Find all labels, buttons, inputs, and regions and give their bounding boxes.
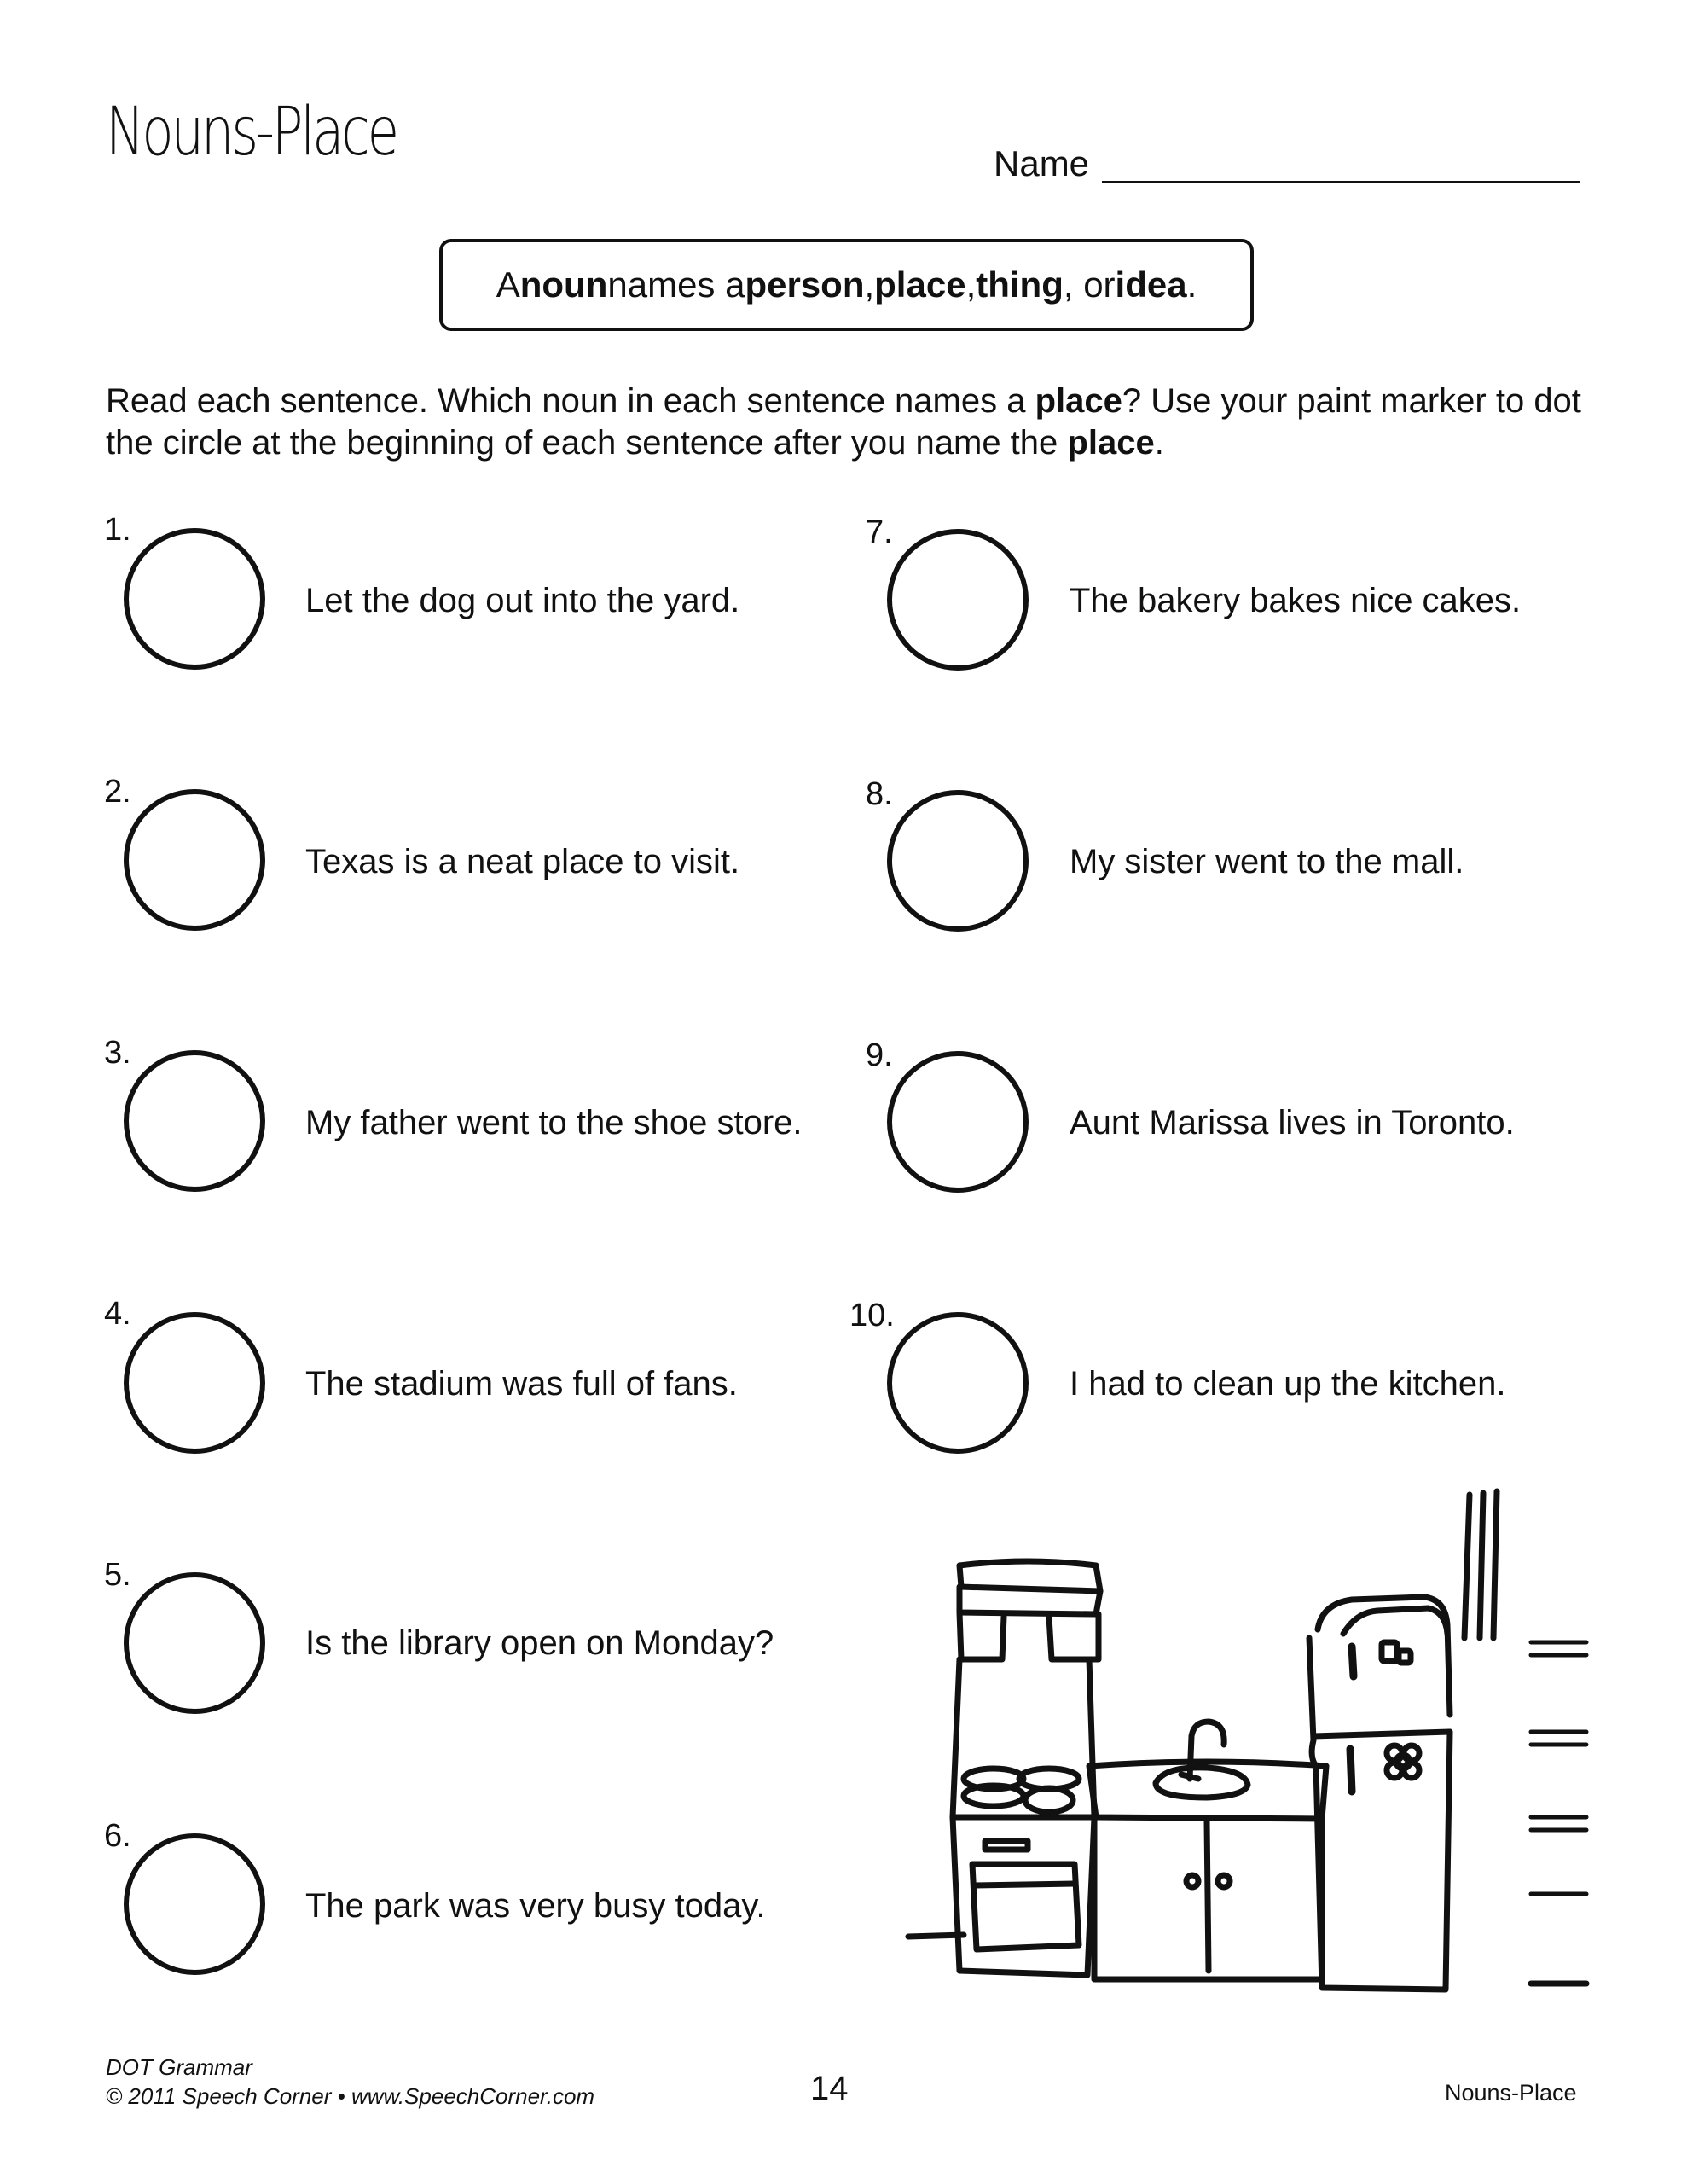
definition-word-idea: idea xyxy=(1115,264,1187,305)
item-number: 4. xyxy=(104,1296,131,1332)
definition-text-4: , xyxy=(965,264,977,305)
sentence-4: The stadium was full of fans. xyxy=(305,1365,738,1403)
sentence-8: My sister went to the mall. xyxy=(1070,843,1464,880)
sentence-3: My father went to the shoe store. xyxy=(305,1104,803,1141)
item-number: 7. xyxy=(866,514,893,550)
dot-circle-8[interactable] xyxy=(887,790,1029,932)
dot-circle-5[interactable] xyxy=(124,1572,265,1714)
definition-word-person: person xyxy=(745,264,865,305)
definition-word-noun: noun xyxy=(519,264,608,305)
page-title: Nouns-Place xyxy=(106,94,397,171)
instructions xyxy=(106,380,1607,464)
name-label: Name xyxy=(994,143,1090,183)
definition-text-5: , or xyxy=(1063,264,1116,305)
footer-book-title: DOT Grammar xyxy=(106,2054,252,2080)
kitchen-illustration xyxy=(900,1484,1591,1996)
dot-circle-3[interactable] xyxy=(124,1050,265,1192)
item-number: 8. xyxy=(866,776,893,812)
definition-text-1: A xyxy=(496,264,520,305)
definition-box xyxy=(439,239,1254,331)
page-number: 14 xyxy=(810,2070,849,2107)
sentence-10: I had to clean up the kitchen. xyxy=(1070,1365,1506,1403)
footer-section-name: Nouns-Place xyxy=(1445,2080,1577,2106)
item-number: 3. xyxy=(104,1035,131,1071)
definition-word-place: place xyxy=(874,264,966,305)
item-number: 10. xyxy=(849,1298,895,1333)
instructions-word-place: place xyxy=(1035,382,1122,420)
item-number: 5. xyxy=(104,1557,131,1593)
dot-circle-2[interactable] xyxy=(124,789,265,931)
instructions-text-1: Read each sentence. Which noun in each sentence names a xyxy=(106,382,1035,420)
item-number: 6. xyxy=(104,1818,131,1854)
sentence-9: Aunt Marissa lives in Toronto. xyxy=(1070,1104,1515,1141)
instructions-word-place-2: place xyxy=(1067,424,1155,462)
dot-circle-6[interactable] xyxy=(124,1833,265,1975)
definition-text-2: names a xyxy=(607,264,745,305)
instructions-text-3: . xyxy=(1154,424,1164,462)
sentence-2: Texas is a neat place to visit. xyxy=(305,843,740,880)
dot-circle-10[interactable] xyxy=(887,1312,1029,1454)
definition-text-3: , xyxy=(864,264,875,305)
dot-circle-1[interactable] xyxy=(124,528,265,670)
item-number: 2. xyxy=(104,774,131,810)
footer-copyright: © 2011 Speech Corner • www.SpeechCorner.com xyxy=(106,2083,595,2109)
sentence-7: The bakery bakes nice cakes. xyxy=(1070,582,1522,619)
definition-word-thing: thing xyxy=(976,264,1064,305)
dot-circle-9[interactable] xyxy=(887,1051,1029,1193)
item-number: 1. xyxy=(104,512,131,548)
instructions-text-2: ? Use your paint marker to dot the circle at the beginning of each sentence after you name the xyxy=(106,382,1581,462)
footer-credits xyxy=(106,2053,594,2111)
item-number: 9. xyxy=(866,1037,893,1073)
dot-circle-4[interactable] xyxy=(124,1312,265,1454)
dot-circle-7[interactable] xyxy=(887,529,1029,671)
sentence-1: Let the dog out into the yard. xyxy=(305,582,740,619)
definition-text-6: . xyxy=(1186,264,1197,305)
sentence-5: Is the library open on Monday? xyxy=(305,1624,774,1662)
name-write-line[interactable] xyxy=(1102,181,1580,183)
sentence-6: The park was very busy today. xyxy=(305,1887,766,1925)
